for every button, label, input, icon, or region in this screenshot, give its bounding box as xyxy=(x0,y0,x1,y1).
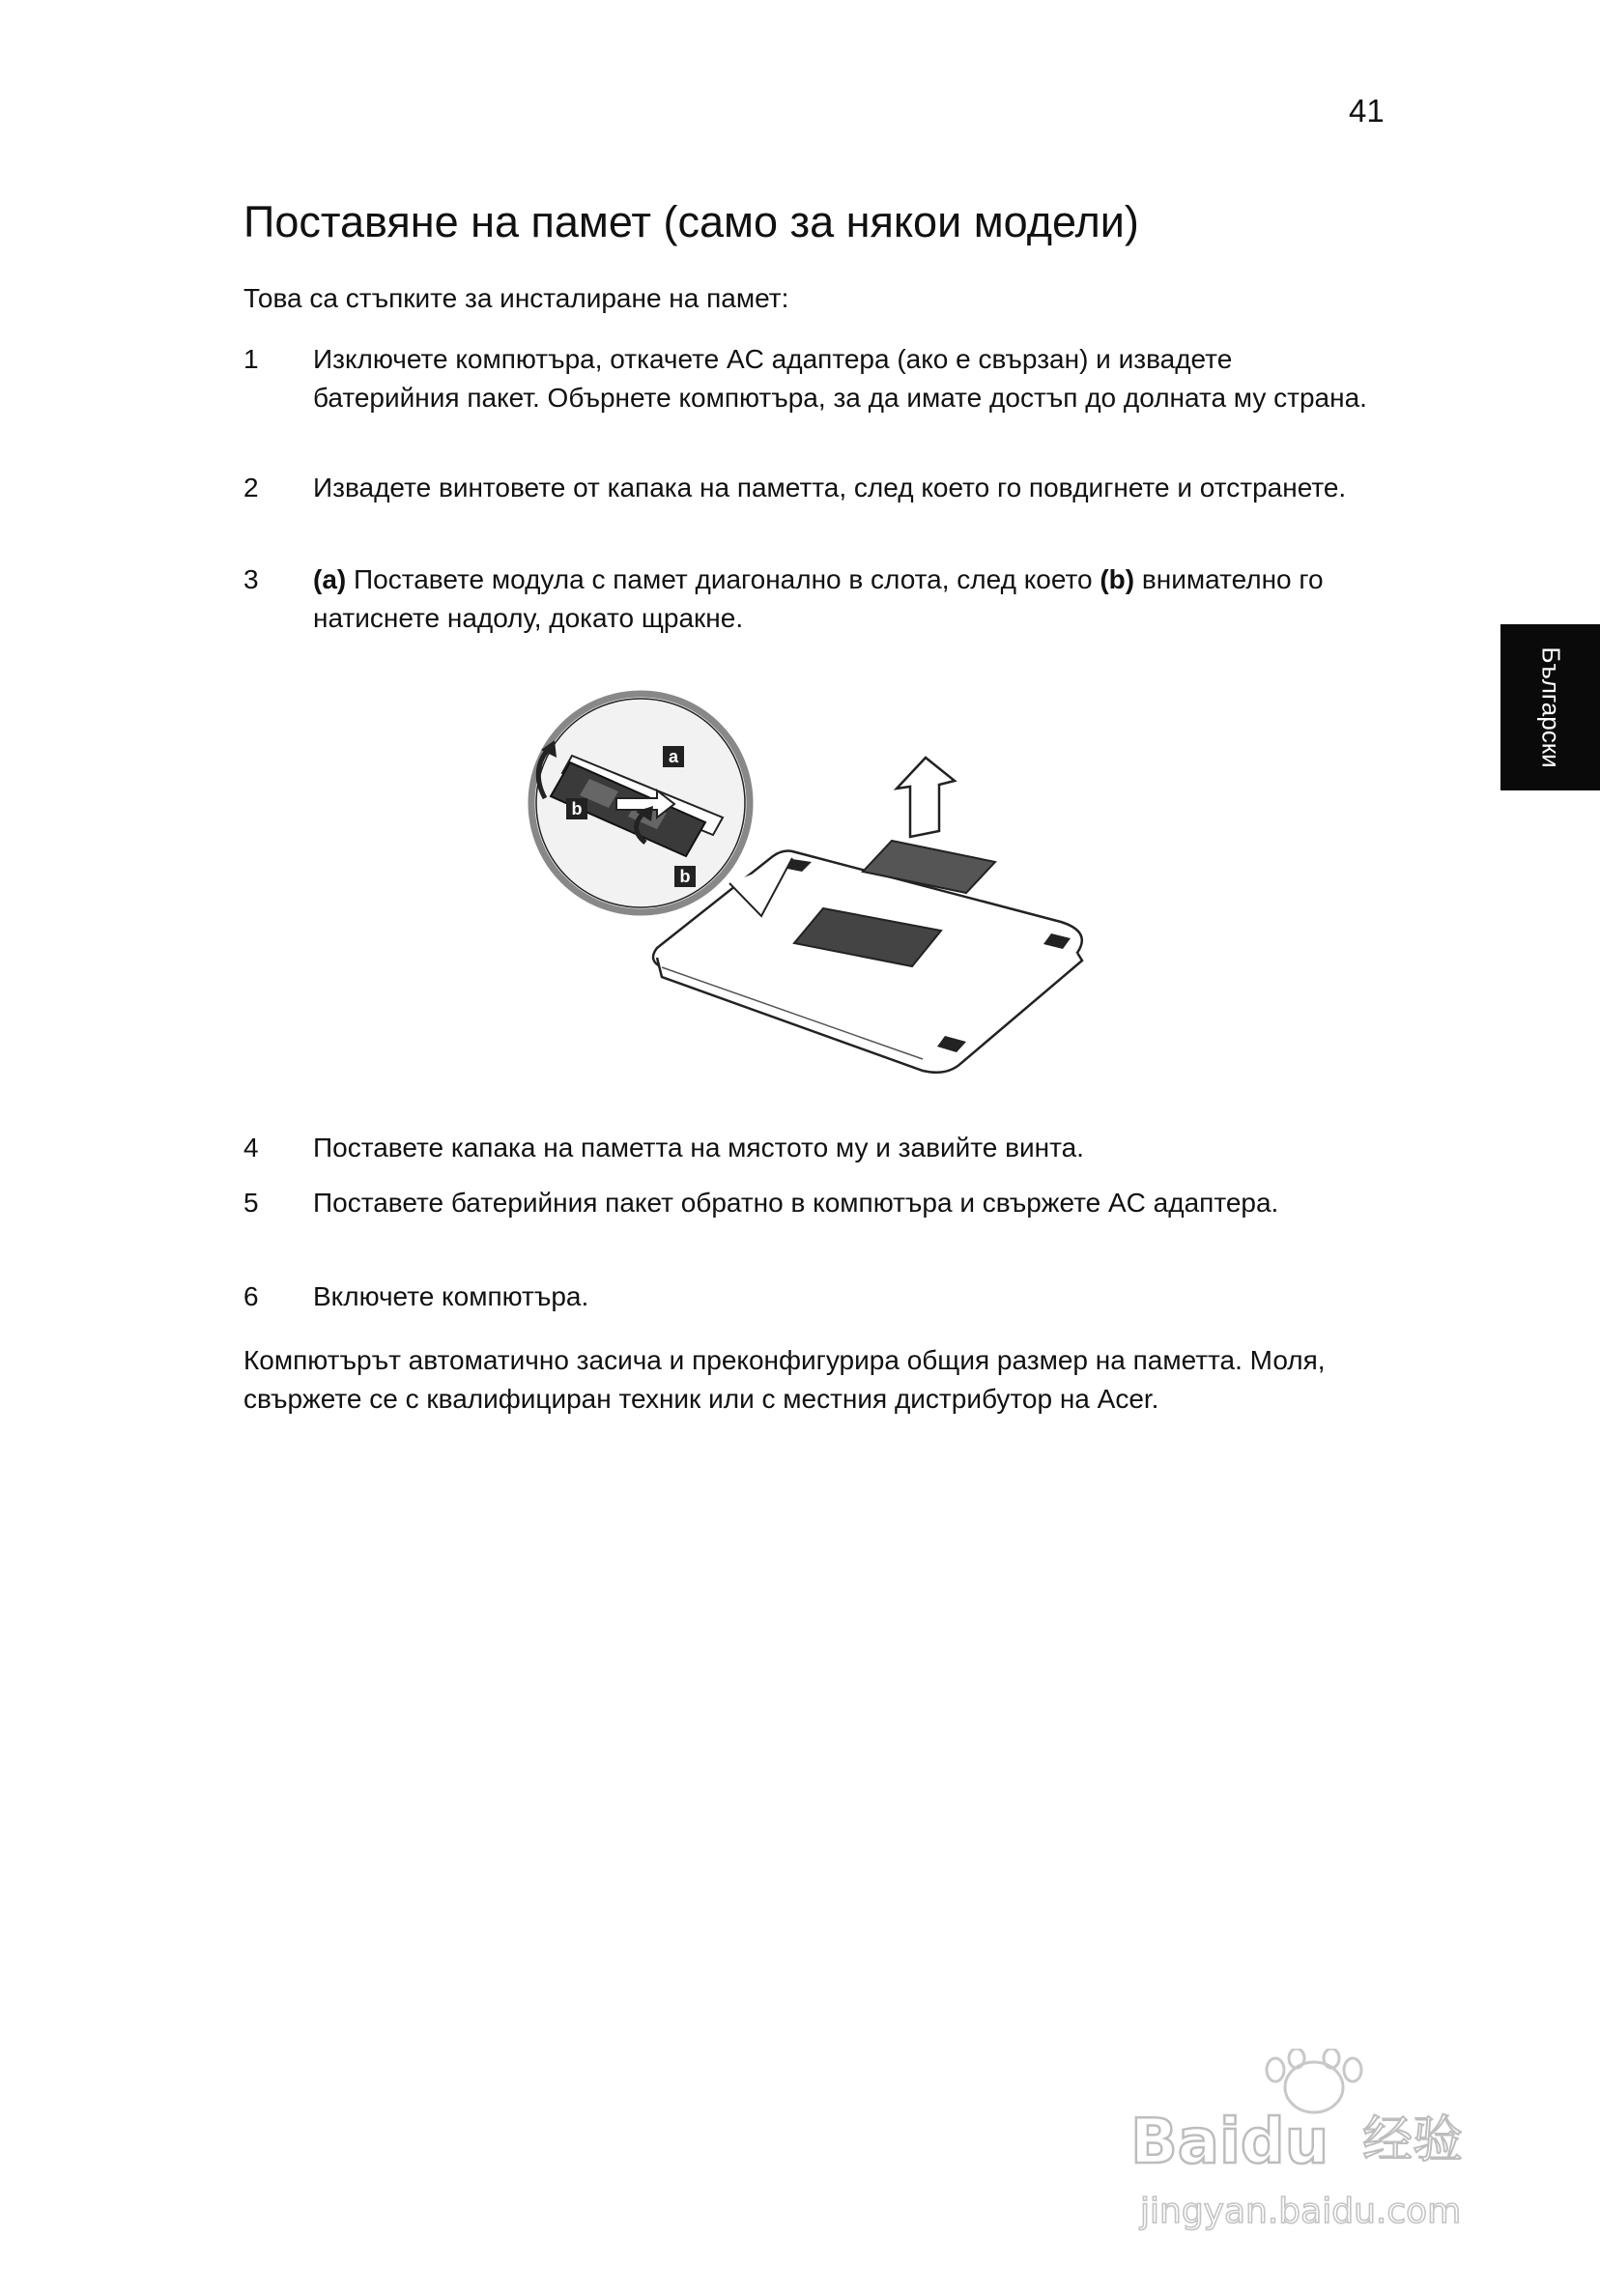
step-3 xyxy=(243,560,1384,638)
step-number: 1 xyxy=(243,344,259,374)
baidu-watermark xyxy=(1130,2049,1498,2242)
step-1 xyxy=(243,340,1384,417)
step-text: Изключете компютъра, откачете AC адаптера (ако е свързан) и извадете батерийния пакет. Обърнете компютъра, за да имате достъп до долната му страна. xyxy=(313,344,1367,413)
label-b: b xyxy=(679,867,691,886)
memory-installation-illustration xyxy=(512,673,1130,1088)
step-4 xyxy=(243,1129,1384,1167)
paw-icon xyxy=(1267,2049,1361,2112)
watermark-cn: 经验 xyxy=(1362,2111,1464,2169)
language-tab-label: Български xyxy=(1536,646,1565,768)
step-text: Извадете винтовете от капака на паметта, след което го повдигнете и отстранете. xyxy=(313,473,1347,502)
step-number: 3 xyxy=(243,564,259,594)
step-6 xyxy=(243,1277,1384,1316)
page-number: 41 xyxy=(1349,93,1385,129)
step-5 xyxy=(243,1184,1384,1222)
step-2 xyxy=(243,469,1384,507)
lift-arrow-icon xyxy=(897,758,955,837)
step-3-part-a-label: (a) xyxy=(313,564,347,594)
language-tab xyxy=(1500,624,1600,790)
step-number: 2 xyxy=(243,473,259,502)
step-text: Поставете капака на паметта на мястото му и завийте винта. xyxy=(313,1133,1084,1162)
step-text: Включете компютъра. xyxy=(313,1281,589,1311)
step-number: 5 xyxy=(243,1188,259,1218)
step-text: Поставете батерийния пакет обратно в компютъра и свържете AC адаптера. xyxy=(313,1188,1279,1218)
step-number: 6 xyxy=(243,1281,259,1311)
watermark-url: jingyan.baidu.com xyxy=(1140,2192,1462,2231)
step-3-part-b-label: (b) xyxy=(1100,564,1135,594)
label-b: b xyxy=(571,799,583,818)
intro-text: Това са стъпките за инсталиране на памет: xyxy=(243,283,789,313)
step-3-text-b: внимателно го натиснете надолу, докато щракне. xyxy=(313,564,1324,633)
watermark-brand: Baidu xyxy=(1130,2107,1329,2178)
step-text xyxy=(313,560,1384,638)
summary-text: Компютърът автоматично засича и преконфигурира общия размер на паметта. Моля, свържете се с квалифициран техник или с местния дистрибутор на Acer. xyxy=(243,1345,1326,1414)
step-3-text-a: Поставете модула с памет диагонално в слота, след което xyxy=(346,564,1100,594)
label-a: a xyxy=(668,747,679,766)
step-number: 4 xyxy=(243,1133,259,1162)
page-title: Поставяне на памет (само за някои модели) xyxy=(243,197,1139,246)
